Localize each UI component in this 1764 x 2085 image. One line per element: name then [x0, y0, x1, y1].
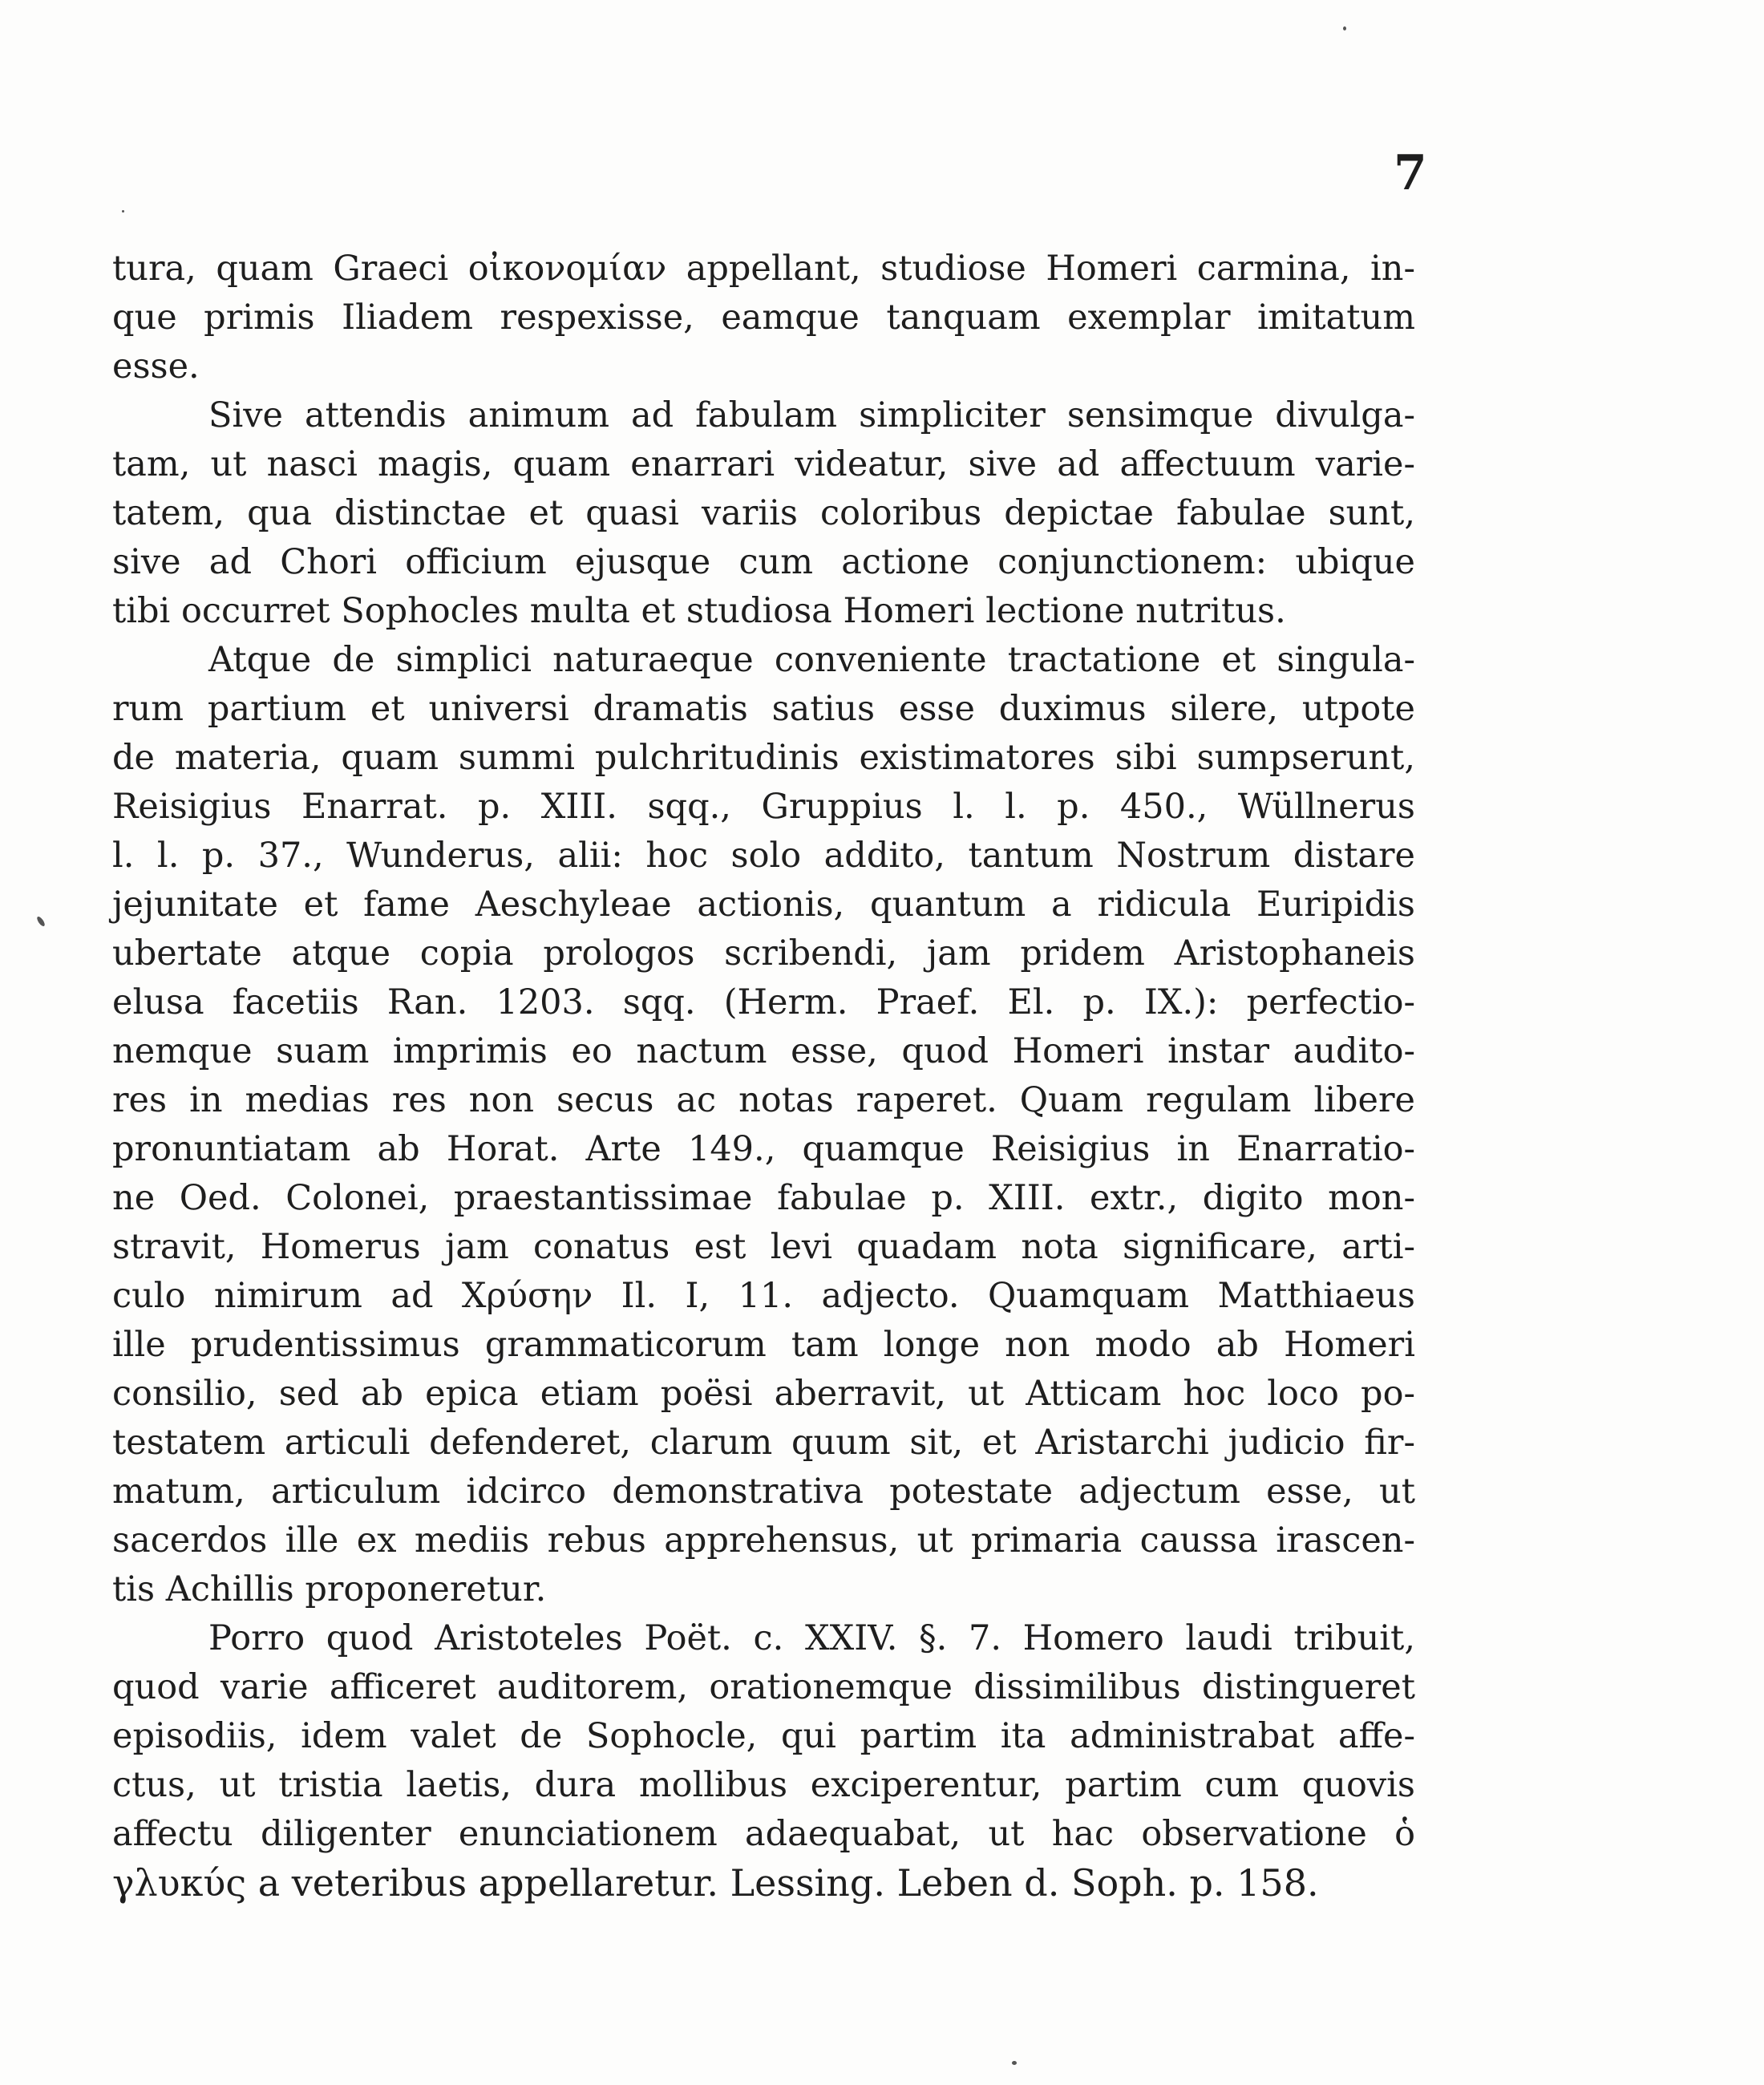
- text-line: ctus, ut tristia laetis, dura mollibus exciperentur, partim cum quovis: [112, 1765, 1415, 1805]
- text-line: consilio, sed ab epica etiam poësi aberravit, ut Atticam hoc loco po-: [112, 1374, 1415, 1414]
- text-line: quod varie afficeret auditorem, orationemque dissimilibus distingueret: [112, 1667, 1415, 1707]
- text-line: tam, ut nasci magis, quam enarrari videatur, sive ad affectuum varie-: [112, 444, 1415, 484]
- text-line: testatem articuli defenderet, clarum quum sit, et Aristarchi judicio fir-: [112, 1423, 1415, 1463]
- text-line: rum partium et universi dramatis satius esse duximus silere, utpote: [112, 689, 1415, 729]
- scan-speck: [122, 210, 124, 213]
- text-line: tura, quam Graeci οἰκονομίαν appellant, studiose Homeri carmina, in-: [112, 249, 1415, 289]
- body-text: [112, 245, 1415, 1908]
- text-line: tis Achillis proponeretur.: [112, 1569, 547, 1609]
- text-line: sacerdos ille ex mediis rebus apprehensus, ut primaria caussa irascen-: [112, 1520, 1415, 1561]
- text-line: ne Oed. Colonei, praestantissimae fabulae p. XIII. extr., digito mon-: [112, 1178, 1415, 1218]
- paragraph-start-line: Atque de simplici naturaeque conveniente tractatione et singula-: [208, 640, 1415, 680]
- text-line: episodiis, idem valet de Sophocle, qui partim ita administrabat affe-: [112, 1716, 1415, 1756]
- text-line: elusa facetiis Ran. 1203. sqq. (Herm. Praef. El. p. IX.): perfectio-: [112, 982, 1415, 1022]
- scan-speck: [1012, 2061, 1017, 2065]
- scan-speck: [36, 916, 47, 928]
- scan-speck: [1343, 26, 1346, 30]
- text-line: res in medias res non secus ac notas raperet. Quam regulam libere: [112, 1080, 1415, 1120]
- text-line: ubertate atque copia prologos scribendi, jam pridem Aristophaneis: [112, 933, 1415, 974]
- page-number: 7: [1394, 145, 1427, 201]
- text-line: pronuntiatam ab Horat. Arte 149., quamque Reisigius in Enarratio-: [112, 1129, 1415, 1169]
- text-line: stravit, Homerus jam conatus est levi quadam nota significare, arti-: [112, 1227, 1415, 1267]
- text-line: Reisigius Enarrat. p. XIII. sqq., Gruppius l. l. p. 450., Wüllnerus: [112, 787, 1415, 827]
- text-line: culo nimirum ad Χρύσην Il. I, 11. adjecto. Quamquam Matthiaeus: [112, 1276, 1415, 1316]
- text-line: affectu diligenter enunciationem adaequabat, ut hac observatione ὁ: [112, 1814, 1415, 1854]
- text-line: nemque suam imprimis eo nactum esse, quod Homeri instar audito-: [112, 1031, 1415, 1071]
- text-line: ille prudentissimus grammaticorum tam longe non modo ab Homeri: [112, 1325, 1415, 1365]
- text-line: γλυκύς a veteribus appellaretur. Lessing. Leben d. Soph. p. 158.: [112, 1861, 1319, 1905]
- text-line: esse.: [112, 346, 200, 387]
- text-line: tibi occurret Sophocles multa et studiosa Homeri lectione nutritus.: [112, 591, 1286, 631]
- text-line: jejunitate et fame Aeschyleae actionis, quantum a ridicula Euripidis: [112, 885, 1415, 925]
- text-line: l. l. p. 37., Wunderus, alii: hoc solo addito, tantum Nostrum distare: [112, 836, 1415, 876]
- paragraph-start-line: Porro quod Aristoteles Poët. c. XXIV. §. 7. Homero laudi tribuit,: [208, 1618, 1415, 1658]
- paragraph-start-line: Sive attendis animum ad fabulam simpliciter sensimque divulga-: [208, 395, 1415, 435]
- text-line: de materia, quam summi pulchritudinis existimatores sibi sumpserunt,: [112, 738, 1415, 778]
- text-line: tatem, qua distinctae et quasi variis coloribus depictae fabulae sunt,: [112, 493, 1415, 533]
- text-line: que primis Iliadem respexisse, eamque tanquam exemplar imitatum: [112, 298, 1415, 338]
- text-line: sive ad Chori officium ejusque cum actione conjunctionem: ubique: [112, 542, 1415, 582]
- text-line: matum, articulum idcirco demonstrativa potestate adjectum esse, ut: [112, 1472, 1415, 1512]
